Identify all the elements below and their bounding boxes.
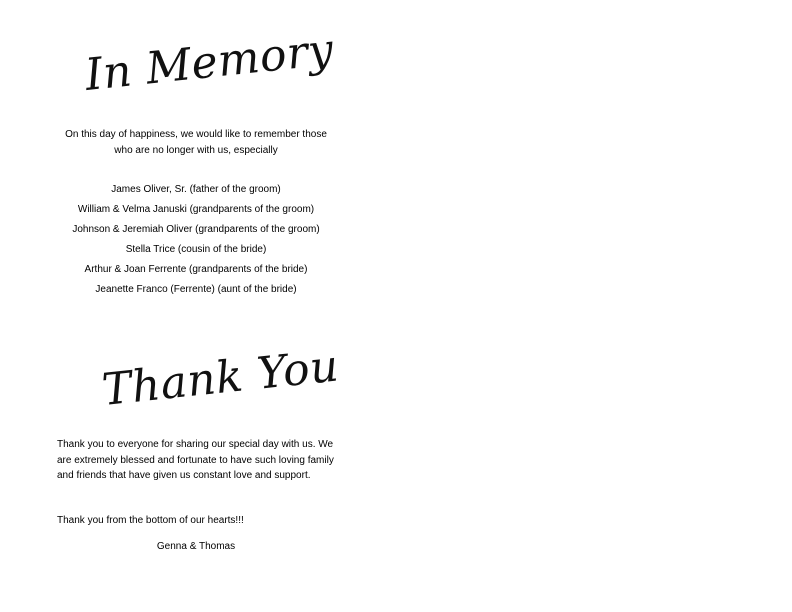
couple-signature: Genna & Thomas — [156, 541, 236, 552]
memorial-name: Stella Trice (cousin of the bride) — [125, 244, 267, 255]
thank-you-message: Thank you to everyone for sharing our special day with us. We are extremely blessed and fortunate to have such loving family and friends that have given us constant love and support. — [57, 439, 334, 481]
in-memory-title: In Memory — [82, 24, 337, 101]
thank-you-closing: Thank you from the bottom of our hearts!!! — [57, 515, 244, 526]
in-memory-intro: On this day of happiness, we would like to remember those who are no longer with us, especially — [65, 129, 327, 156]
memorial-names-list — [46, 182, 346, 302]
memorial-name: Arthur & Joan Ferrente (grandparents of the bride) — [84, 264, 308, 275]
memorial-name: Jeanette Franco (Ferrente) (aunt of the bride) — [95, 284, 297, 295]
thank-you-title: Thank You — [99, 340, 342, 416]
memorial-name: James Oliver, Sr. (father of the groom) — [111, 184, 281, 195]
memorial-name: William & Velma Januski (grandparents of the groom) — [77, 204, 315, 215]
memorial-name: Johnson & Jeremiah Oliver (grandparents of the groom) — [72, 224, 320, 235]
